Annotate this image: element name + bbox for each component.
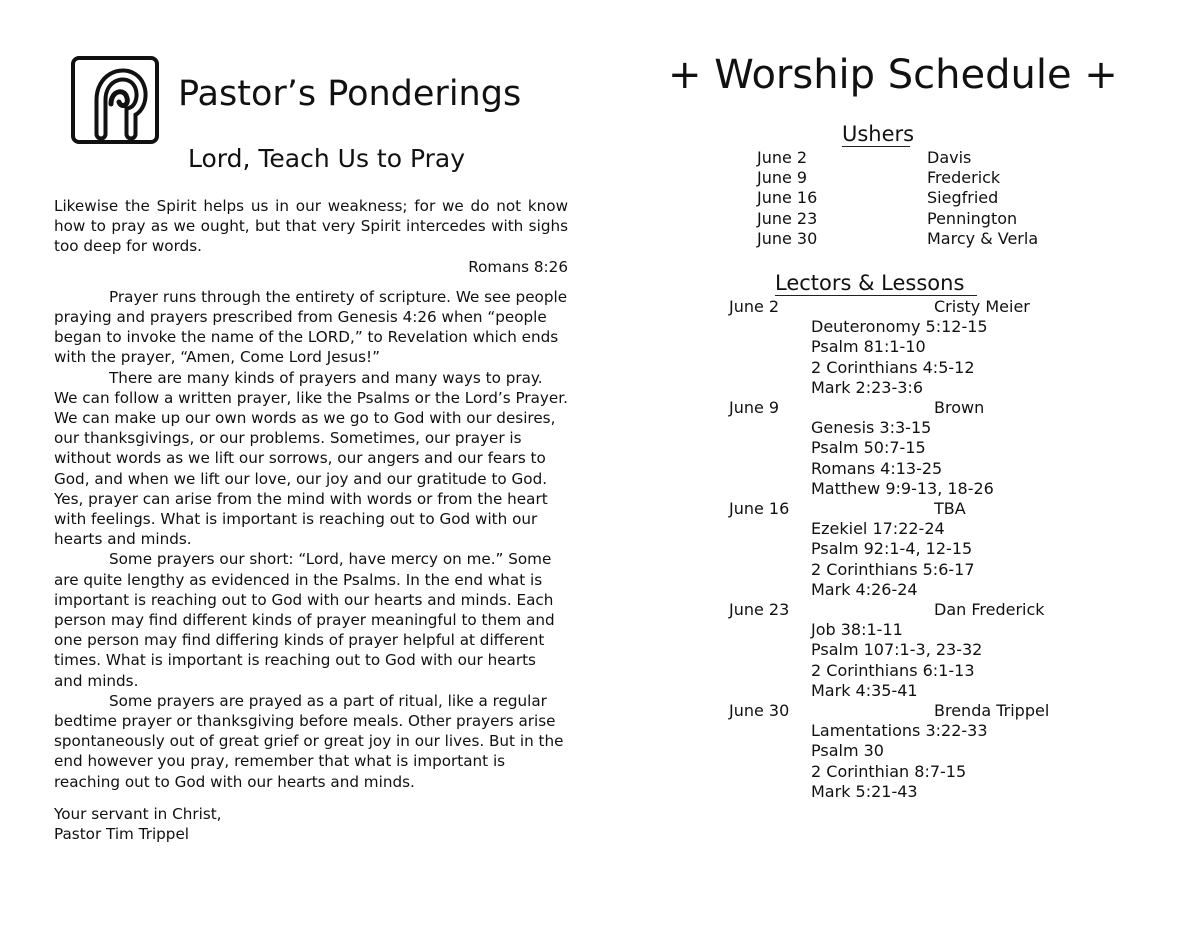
reading: Ezekiel 17:22-24 [811, 519, 945, 539]
usher-name: Siegfried [927, 188, 999, 208]
lector-row [729, 499, 1089, 519]
reading: Genesis 3:3-15 [811, 418, 932, 438]
lector-name: Brenda Trippel [934, 701, 1050, 721]
lector-name: Dan Frederick [934, 600, 1045, 620]
reading: Mark 4:35-41 [811, 680, 918, 700]
reading: 2 Corinthians 5:6-17 [811, 559, 975, 579]
reading: Psalm 107:1-3, 23-32 [811, 640, 983, 660]
usher-date: June 2 [757, 148, 808, 167]
usher-name: Pennington [927, 208, 1018, 228]
article-paragraph: Some prayers our short: “Lord, have mercy on me.” Some are quite lengthy as evidenced in the Psalms. In the end what is important is reaching out to God with our hearts and minds. Each person may find different kinds of prayer meaningful to them and one person may find differing kinds of prayer helpful at different times. What is important is reaching out to God with our hearts and minds. [54, 550, 555, 690]
ushers-heading: Ushers [842, 122, 915, 146]
usher-name: Frederick [927, 168, 1001, 188]
usher-name: Davis [927, 148, 972, 167]
lectors-heading: Lectors & Lessons [775, 271, 977, 296]
usher-name: Marcy & Verla [927, 228, 1039, 248]
pastors-ponderings-heading: Pastor’s Ponderings [178, 74, 522, 114]
article-body [54, 196, 568, 844]
reading: Deuteronomy 5:12-15 [811, 317, 988, 337]
reading: Psalm 92:1-4, 12-15 [811, 539, 973, 559]
lector-name: Cristy Meier [934, 297, 1030, 316]
reading: Matthew 9:9-13, 18-26 [811, 478, 994, 498]
usher-row [757, 209, 1038, 229]
signature: Pastor Tim Trippel [54, 825, 190, 844]
article-title: Lord, Teach Us to Pray [188, 144, 465, 173]
reading: 2 Corinthians 6:1-13 [811, 660, 975, 680]
reading: Mark 5:21-43 [811, 781, 918, 801]
epigraph: Likewise the Spirit helps us in our weakness; for we do not know how to pray as we ought, but that very Spirit intercedes with sighs too deep for words. [54, 197, 568, 256]
reading: Psalm 81:1-10 [811, 337, 926, 357]
article-paragraph: Prayer runs through the entirety of scripture. We see people praying and prayers prescribed from Genesis 4:26 when “people began to invoke the name of the LORD,” to Revelation which ends with the prayer, “Amen, Come Lord Jesus!” [54, 287, 568, 367]
usher-row [757, 229, 1038, 249]
usher-date: June 16 [757, 188, 818, 208]
usher-row [757, 168, 1038, 188]
lector-date: June 2 [729, 297, 780, 316]
lector-row [729, 297, 1089, 317]
worship-schedule-title: + Worship Schedule + [668, 52, 1118, 98]
lector-name: Brown [934, 398, 985, 418]
reading: Psalm 50:7-15 [811, 438, 926, 458]
usher-date: June 30 [757, 228, 818, 248]
usher-date: June 23 [757, 208, 818, 228]
reading: Romans 4:13-25 [811, 458, 943, 478]
lectors-list [729, 297, 1089, 802]
closing-salutation: Your servant in Christ, [54, 804, 222, 823]
usher-date: June 9 [757, 168, 808, 188]
reading: 2 Corinthians 4:5-12 [811, 357, 975, 377]
usher-row [757, 148, 1038, 168]
ushers-list [757, 148, 1038, 249]
shepherd-staff-logo-icon [71, 56, 159, 144]
usher-row [757, 188, 1038, 208]
article-paragraph: There are many kinds of prayers and many ways to pray. We can follow a written prayer, like the Psalms or the Lord’s Prayer. We can make up our own words as we go to God with our desires, our thanksgivings, or our problems. Sometimes, our prayer is without words as we lift our sorrows, our angers and our fears to God, and when we lift our love, our joy and our gratitude to God. Yes, prayer can arise from the mind with words or from the heart with feelings. What is important is reaching out to God with our hearts and minds. [54, 368, 568, 549]
reading: Psalm 30 [811, 741, 884, 761]
article-paragraph: Some prayers are prayed as a part of ritual, like a regular bedtime prayer or thanksgiving before meals. Other prayers arise spontaneously out of great grief or great joy in our lives. But in the end however you pray, remember that what is important is reaching out to God with our hearts and minds. [54, 691, 564, 791]
lector-row [729, 398, 1089, 418]
reading: 2 Corinthian 8:7-15 [811, 761, 967, 781]
reading: Lamentations 3:22-33 [811, 721, 988, 741]
reading: Mark 4:26-24 [811, 579, 918, 599]
lector-row [729, 701, 1089, 721]
lector-date: June 23 [729, 600, 790, 620]
reading: Mark 2:23-3:6 [811, 377, 923, 397]
lector-date: June 30 [729, 701, 790, 721]
lector-name: TBA [934, 499, 966, 519]
reading: Job 38:1-11 [811, 620, 903, 640]
epigraph-reference: Romans 8:26 [468, 257, 568, 276]
lector-row [729, 600, 1089, 620]
lector-date: June 16 [729, 499, 790, 519]
lector-date: June 9 [729, 398, 780, 418]
